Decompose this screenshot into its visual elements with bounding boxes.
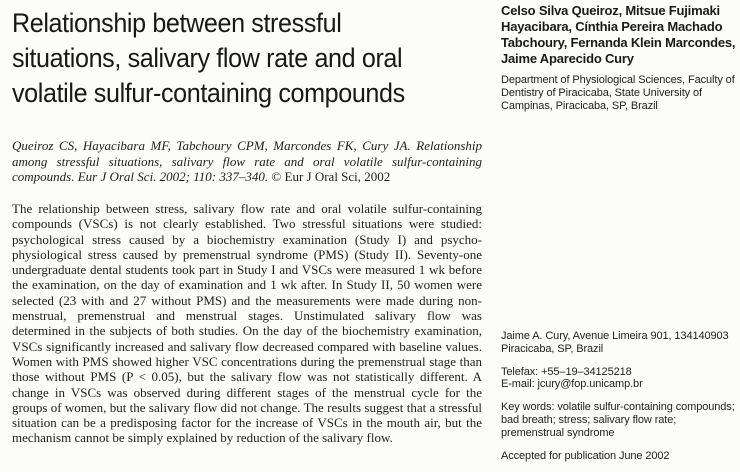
author-info-section [501, 3, 740, 113]
article-title-line-1: Relationship between stressful [12, 8, 342, 38]
author-affiliation: Department of Physiological Sciences, Faculty of Dentistry of Piracicaba, State University of Campinas, Piracicaba, SP, Brazil [501, 74, 735, 112]
contact-section [501, 330, 739, 472]
keywords-text: Key words: volatile sulfur-containing compounds; bad breath; stress; salivary flow rate; premenstrual syndrome [501, 401, 735, 439]
email-line: E-mail: jcury@fop.unicamp.br [501, 378, 643, 391]
corresponding-author-address: Jaime A. Cury, Avenue Limeira 901, 134140903 Piracicaba, SP, Brazil [501, 330, 729, 355]
citation-copyright: © Eur J Oral Sci, 2002 [271, 169, 391, 184]
abstract-text: The relationship between stress, salivary flow rate and oral volatile sulfur-containing compounds (VSCs) is not clearly established. Two stressful situations were studied: psychological stress caused by a biochemistry examination (Study I) and psycho-physiological stress caused by premenstrual syndrome (PMS) (Study II). Seventy-one undergraduate dental students took part in Study I and VSCs were measured 1 wk before the examination, on the day of examination and 1 wk after. In Study II, 50 women were selected (23 with and 27 without PMS) and the measurements were made during non-menstrual, premenstrual and menstrual stages. Unstimulated salivary flow was determined in the subjects of both studies. On the day of the biochemistry examination, VSCs significantly increased and salivary flow decreased compared with baseline values. Women with PMS showed higher VSC concentrations during the premenstrual stage than those without PMS (P < 0.05), but the salivary flow was not statistically different. A change in VSCs was observed during different stages of the menstrual cycle for the groups of women, but the salivary flow did not change. The results suggest that a stressful situation can be a predisposing factor for the increase of VSCs in the mouth air, but the mechanism cannot be simply explained by reduction of the salivary flow. [12, 201, 482, 446]
author-names: Celso Silva Queiroz, Mitsue Fujimaki Hayacibara, Cínthia Pereira Machado Tabchoury, Fernanda Klein Marcondes, Jaime Aparecido Cury [501, 3, 736, 66]
telefax-line: Telefax: +55–19–34125218 [501, 365, 632, 378]
article-title-line-2: situations, salivary flow rate and oral [12, 43, 403, 73]
citation-text: Queiroz CS, Hayacibara MF, Tabchoury CPM, Marcondes FK, Cury JA. Relationship among stressful situations, salivary flow rate and oral volatile sulfur-containing compounds. Eur J Oral Sci. 2002; 110: 337–340. [12, 138, 482, 184]
article-title [12, 6, 482, 111]
article-title-line-3: volatile sulfur-containing compounds [12, 78, 405, 108]
contact-details [501, 366, 739, 392]
accepted-note: Accepted for publication June 2002 [501, 449, 670, 462]
citation-block [12, 138, 482, 185]
